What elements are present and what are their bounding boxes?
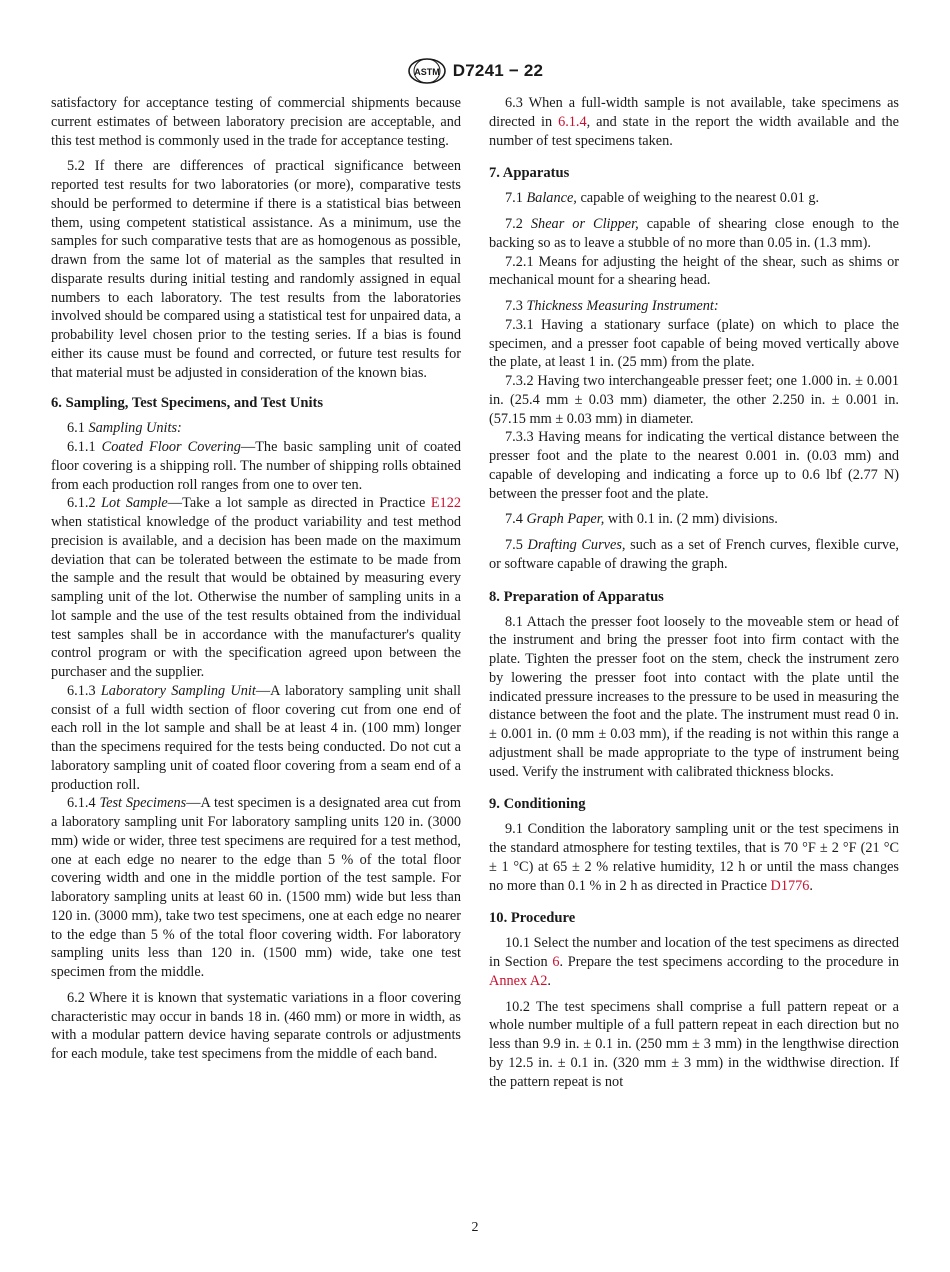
paragraph-8-1: 8.1 Attach the presser foot loosely to the moveable stem or head of the instrument and bring the presser foot into firm contact with the plate. Tighten the presser foot on the stem, check the instrument zero by lowering the presser foot into contact with the plate until the indicated pressure increases to the pressure to be used in measuring the distance between the foot and the plate. The instrument must read 0 in. ± 0.001 in. (0 mm ± 0.03 mm), if the reading is not within this range a adjustment shall be made appropriate to the type of instrument being used. Verify the instrument with calibrated thickness blocks. xyxy=(489,613,899,780)
clause-term: Laboratory Sampling Unit xyxy=(100,682,256,699)
clause-term: Graph Paper, xyxy=(526,511,605,528)
page-header xyxy=(0,56,950,86)
clause-text: capable of weighing to the nearest 0.01 g. xyxy=(580,190,820,207)
clause-text: capable of shearing close enough to the backing so as to leave a stubble of no more than 0.05 in. (1.3 mm). xyxy=(489,216,899,251)
paragraph-7-3-2: 7.3.2 Having two interchangeable presser feet; one 1.000 in. ± 0.001 in. (25.4 mm ± 0.03 mm) diameter, the other 2.250 in. ± 0.001 in. (57.15 mm ± 0.03 mm) in diameter. xyxy=(489,373,899,427)
clause-text: —Take a lot sample as directed in Practice xyxy=(167,495,426,512)
clause-text: , and state in the report the width available and the number of test specimens taken. xyxy=(489,113,899,149)
astm-logo xyxy=(407,58,447,84)
paragraph-7-1 xyxy=(489,189,899,208)
paragraph-5-1-continued: satisfactory for acceptance testing of commercial shipments because current estimates of between laboratory precision are acceptable, and this test method is commonly used in the trade for acceptance testing. xyxy=(51,95,461,149)
clause-term: Lot Sample xyxy=(101,495,168,512)
clause-text: —A laboratory sampling unit shall consist of a full width section of floor covering cut from one end of each roll in the lot sample and shall be at least 4 in. (100 mm) longer than the specimens required for the tests being conducted. Do not cut a laboratory sampling unit of coated floor covering from a seam end of a production roll. xyxy=(51,682,462,793)
paragraph-6-2: 6.2 Where it is known that systematic variations in a floor covering characteristic may occur in bands 18 in. (460 mm) or more in width, as with a modular pattern device having separate controls or adjustments for each module, take test specimens from the middle of each band. xyxy=(51,989,461,1062)
clause-text: with 0.1 in. (2 mm) divisions. xyxy=(607,511,778,528)
clause-text: such as a set of French curves, flexible curve, or software capable of drawing the graph. xyxy=(489,537,900,572)
clause-term: Sampling Units: xyxy=(88,420,182,437)
clause-term: Shear or Clipper, xyxy=(530,216,639,232)
paragraph-6-1-3 xyxy=(51,682,461,795)
clause-term: Drafting Curves, xyxy=(527,537,626,553)
section-6-heading: 6. Sampling, Test Specimens, and Test Units xyxy=(51,395,324,412)
reference-link-e122[interactable]: E122 xyxy=(430,495,462,512)
reference-link-section-6[interactable]: 6 xyxy=(552,954,560,970)
page-number: 2 xyxy=(471,1220,479,1235)
paragraph-10-1 xyxy=(489,934,899,990)
clause-number: 7.4 xyxy=(505,511,523,528)
clause-term: Thickness Measuring Instrument: xyxy=(526,298,719,314)
reference-link-annex-a2[interactable]: Annex A2 xyxy=(489,972,548,989)
section-8-heading: 8. Preparation of Apparatus xyxy=(489,588,664,605)
clause-term: Test Specimens xyxy=(99,795,187,812)
section-10-heading: 10. Procedure xyxy=(489,910,576,927)
paragraph-7-3-1: 7.3.1 Having a stationary surface (plate) on which to place the specimen, and a presser foot capable of being moved vertically above the plate, at least 1 in. (25 mm) from the plate. xyxy=(489,316,899,371)
clause-number: 7.2 xyxy=(505,216,523,232)
paragraph-7-2-1: 7.2.1 Means for adjusting the height of the shear, such as shims or mechanical mount for a shearing head. xyxy=(489,253,899,289)
paragraph-7-5 xyxy=(489,536,899,574)
paragraph-6-3 xyxy=(489,94,899,150)
clause-text: . xyxy=(809,877,813,894)
paragraph-6-1-2 xyxy=(51,494,461,682)
clause-number: 6.1.4 xyxy=(67,795,96,812)
reference-link-d1776[interactable]: D1776 xyxy=(770,877,810,894)
document-designation: D7241 − 22 xyxy=(452,61,544,80)
clause-term: Coated Floor Covering xyxy=(101,439,241,455)
paragraph-7-3-3: 7.3.3 Having means for indicating the vertical distance between the presser foot and the plate to the nearest 0.001 in. (0.03 mm) and capable of developing and indicating a force up to 0.6 lbf (2.77 N) between the presser foot and the plate. xyxy=(489,429,899,502)
right-column xyxy=(489,94,899,1091)
clause-text: —A test specimen is a designated area cut from a laboratory sampling unit For laboratory sampling units 120 in. (3000 mm) wide or wider, three test specimens are required for a test method, one at each edge no nearer to the edge than 5 % of the total floor covering width and one in the middle portion of the test sample. For laboratory sampling units at least 60 in. (1500 mm) wide but less than 120 in. (3000 mm), take two test specimens, one at each edge no nearer to the edge than 5 % of the total floor covering width. For laboratory sampling units less than 120 in. (1500 mm) wide, take one test specimen from the middle. xyxy=(51,795,462,980)
clause-text: —The basic sampling unit of coated floor covering is a shipping roll. The number of shipping rolls obtained from each production roll ranges from one to over ten. xyxy=(51,439,461,493)
paragraph-9-1 xyxy=(489,820,899,895)
paragraph-5-2: 5.2 If there are differences of practical significance between reported test results for two laboratories (or more), comparative tests should be performed to determine if there is a statistical bias between them, using competent statistical assistance. As a minimum, use the samples for such comparative tests that are as homogenous as possible, drawn from the same lot of material as the samples that resulted in disparate results during initial testing and randomly assigned in equal numbers to each laboratory. The test results from the laboratories involved should be compared using a statistical test for unpaired data, a probability level chosen prior to the testing series. If a bias is found either its cause must be found and corrected, or future test results for that material must be adjusted in consideration of the known bias. xyxy=(51,158,461,381)
clause-text: . Prepare the test specimens according to the procedure in xyxy=(559,954,899,970)
clause-text: when statistical knowledge of the product variability and test method precision is available, and a decision has been made on the maximum deviation that can be tolerated between the estimate to be made from the sample and the result that would be obtained by measuring every sampling unit of the lot. Otherwise the number of sampling units in a lot sample and the use of the test results obtained from the individual test samples shall be in accordance with the manufacturer's quality control program or with the specification agreed upon between the purchaser and the supplier. xyxy=(51,514,461,680)
clause-number: 6.1.1 xyxy=(67,439,96,455)
clause-text: . xyxy=(547,972,551,989)
clause-number: 6.1 xyxy=(67,420,85,437)
clause-number: 7.5 xyxy=(505,537,523,553)
clause-number: 6.1.2 xyxy=(67,495,96,512)
clause-number: 6.1.3 xyxy=(67,682,96,699)
paragraph-7-2 xyxy=(489,215,899,253)
paragraph-6-1-1 xyxy=(51,438,461,494)
clause-number: 7.3 xyxy=(505,298,523,314)
reference-link-6-1-4[interactable]: 6.1.4 xyxy=(558,113,587,130)
left-column xyxy=(51,94,461,1064)
section-7-heading: 7. Apparatus xyxy=(489,165,570,182)
paragraph-6-1 xyxy=(51,419,461,438)
clause-text: 9.1 Condition the laboratory sampling unit or the test specimens in the standard atmosphere for testing textiles, that is 70 °F ± 2 °F (21 °C ± 1 °C) at 65 ± 2 % relative humidity, 12 h or until the mass changes no more than 0.1 % in 2 h as directed in Practice xyxy=(489,821,899,894)
paragraph-6-1-4 xyxy=(51,794,461,982)
clause-text: 10.1 Select the number and location of the test specimens as directed in Section xyxy=(489,935,899,970)
clause-text: 6.3 When a full-width sample is not available, take specimens as directed in xyxy=(489,95,899,130)
section-9-heading: 9. Conditioning xyxy=(489,796,586,813)
paragraph-7-3 xyxy=(489,297,899,316)
clause-term: Balance, xyxy=(526,190,577,207)
clause-number: 7.1 xyxy=(505,190,523,207)
logo-text: ASTM xyxy=(414,67,440,77)
paragraph-10-2: 10.2 The test specimens shall comprise a full pattern repeat or a whole number multiple of a full pattern repeat in each direction but no less than 9.9 in. ± 0.1 in. (250 mm ± 3 mm) in the lengthwise direction by 12.5 in. ± 0.1 in. (320 mm ± 3 mm) in the widthwise direction. If the pattern repeat is not xyxy=(489,998,899,1090)
paragraph-7-4 xyxy=(489,510,899,529)
